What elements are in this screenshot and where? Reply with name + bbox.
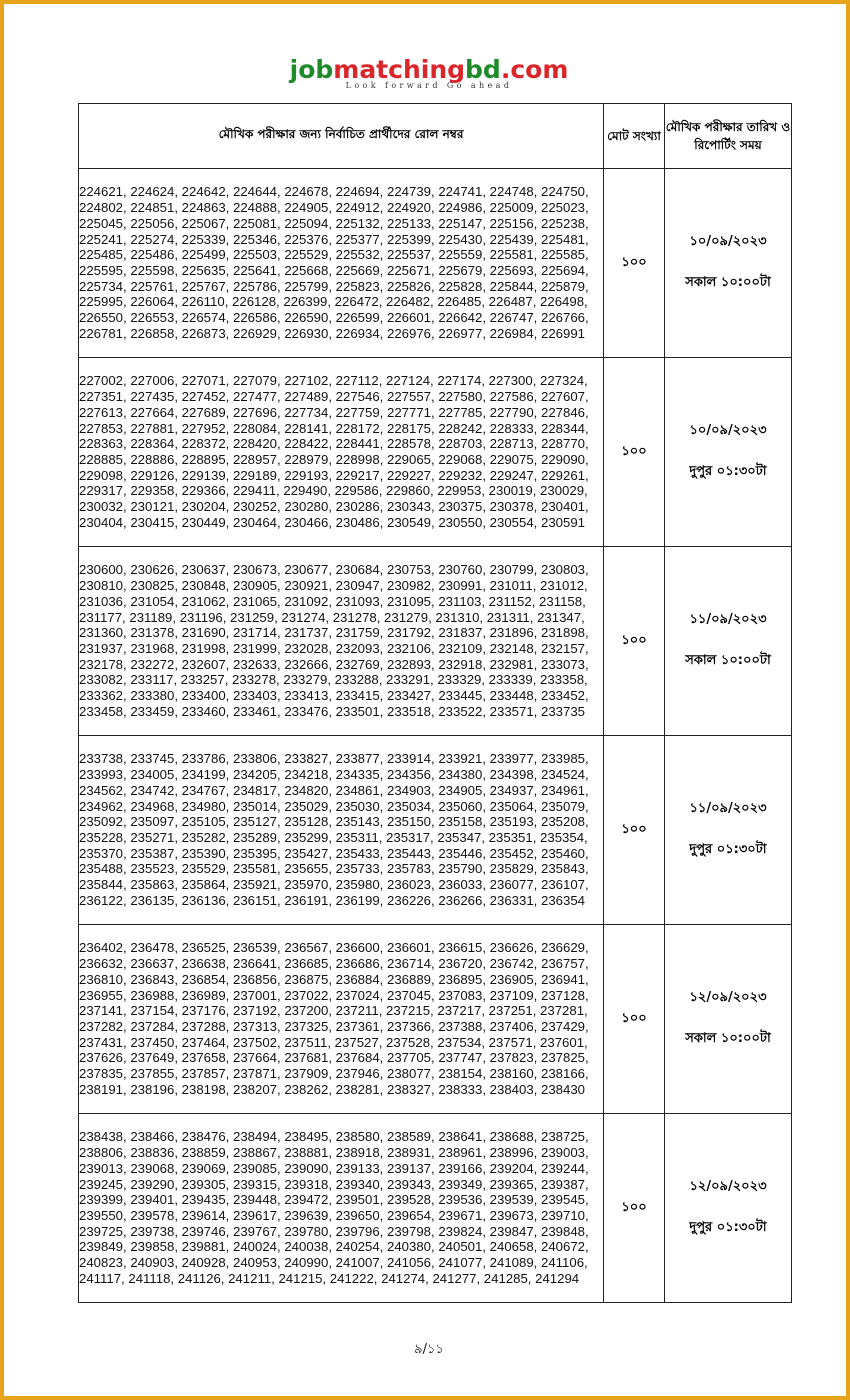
exam-date: ১০/০৯/২০২৩ <box>689 234 767 249</box>
total-cell: ১০০ <box>604 169 665 358</box>
exam-date: ১২/০৯/২০২৩ <box>689 1179 767 1194</box>
table-row <box>79 358 792 547</box>
header-total: মোট সংখ্যা <box>604 104 665 169</box>
reporting-time: দুপুর ০১:৩০টা <box>689 842 767 857</box>
date-time-cell <box>665 547 792 736</box>
table-row <box>79 925 792 1114</box>
table-row <box>79 736 792 925</box>
roll-number-table <box>78 103 792 1303</box>
total-cell: ১০০ <box>604 925 665 1114</box>
header-date-time: মৌখিক পরীক্ষার তারিখ ও রিপোর্টিং সময় <box>665 104 792 169</box>
roll-numbers-cell: 224621, 224624, 224642, 224644, 224678, 224694, 224739, 224741, 224748, 224750, 224802, 224851, 224863, 224888, 224905, 224912, 224920, 224986, 225009, 225023, 225045, 225056, 225067, 225081, 225094, 225132, 225133, 225147, 225156, 225238, 225241, 225274, 225339, 225346, 225376, 225377, 225399, 225430, 225439, 225481, 225485, 225486, 225499, 225503, 225529, 225532, 225537, 225559, 225581, 225585, 225595, 225598, 225635, 225641, 225668, 225669, 225671, 225679, 225693, 225694, 225734, 225761, 225767, 225786, 225799, 225823, 225826, 225828, 225844, 225879, 225995, 226064, 226110, 226128, 226399, 226472, 226482, 226485, 226487, 226498, 226550, 226553, 226574, 226586, 226590, 226599, 226601, 226642, 226747, 226766, 226781, 226858, 226873, 226929, 226930, 226934, 226976, 226977, 226984, 226991 <box>79 169 604 358</box>
exam-date: ১১/০৯/২০২৩ <box>689 801 767 816</box>
date-time-cell <box>665 1114 792 1303</box>
header-roll-numbers: মৌখিক পরীক্ষার জন্য নির্বাচিত প্রার্থীদের রোল নম্বর <box>79 104 604 169</box>
table-row <box>79 169 792 358</box>
exam-date: ১২/০৯/২০২৩ <box>689 990 767 1005</box>
total-cell: ১০০ <box>604 736 665 925</box>
exam-date: ১০/০৯/২০২৩ <box>689 423 767 438</box>
site-logo <box>4 56 850 90</box>
date-time-cell <box>665 358 792 547</box>
total-cell: ১০০ <box>604 358 665 547</box>
logo-wordmark: jobmatchingbd.com <box>289 55 569 84</box>
table-row <box>79 547 792 736</box>
roll-numbers-cell: 227002, 227006, 227071, 227079, 227102, 227112, 227124, 227174, 227300, 227324, 227351, 227435, 227452, 227477, 227489, 227546, 227557, 227580, 227586, 227607, 227613, 227664, 227689, 227696, 227734, 227759, 227771, 227785, 227790, 227846, 227853, 227881, 227952, 228084, 228141, 228172, 228175, 228242, 228333, 228344, 228363, 228364, 228372, 228420, 228422, 228441, 228578, 228703, 228713, 228770, 228885, 228886, 228895, 228957, 228979, 228998, 229065, 229068, 229075, 229090, 229098, 229126, 229139, 229189, 229193, 229217, 229227, 229232, 229247, 229261, 229317, 229358, 229366, 229411, 229490, 229586, 229860, 229953, 230019, 230029, 230032, 230121, 230204, 230252, 230280, 230286, 230343, 230375, 230378, 230401, 230404, 230415, 230449, 230464, 230466, 230486, 230549, 230550, 230554, 230591 <box>79 358 604 547</box>
reporting-time: সকাল ১০:০০টা <box>685 1031 771 1046</box>
table-header-row <box>79 104 792 169</box>
table-row <box>79 1114 792 1303</box>
reporting-time: দুপুর ০১:৩০টা <box>689 464 767 479</box>
date-time-cell <box>665 169 792 358</box>
logo-tagline: Look forward Go ahead <box>345 81 513 90</box>
roll-numbers-cell: 238438, 238466, 238476, 238494, 238495, 238580, 238589, 238641, 238688, 238725, 238806, 238836, 238859, 238867, 238881, 238918, 238931, 238961, 238996, 239003, 239013, 239068, 239069, 239085, 239090, 239133, 239137, 239166, 239204, 239244, 239245, 239290, 239305, 239315, 239318, 239340, 239343, 239349, 239365, 239387, 239399, 239401, 239435, 239448, 239472, 239501, 239528, 239536, 239539, 239545, 239550, 239578, 239614, 239617, 239639, 239650, 239654, 239671, 239673, 239710, 239725, 239738, 239746, 239767, 239780, 239796, 239798, 239824, 239847, 239848, 239849, 239858, 239881, 240024, 240038, 240254, 240380, 240501, 240658, 240672, 240823, 240903, 240928, 240953, 240990, 241007, 241056, 241077, 241089, 241106, 241117, 241118, 241126, 241211, 241215, 241222, 241274, 241277, 241285, 241294 <box>79 1114 604 1303</box>
reporting-time: সকাল ১০:০০টা <box>685 275 771 290</box>
reporting-time: সকাল ১০:০০টা <box>685 653 771 668</box>
reporting-time: দুপুর ০১:৩০টা <box>689 1220 767 1235</box>
page-number: ৯/১১ <box>414 1342 444 1357</box>
total-cell: ১০০ <box>604 1114 665 1303</box>
date-time-cell <box>665 736 792 925</box>
exam-date: ১১/০৯/২০২৩ <box>689 612 767 627</box>
date-time-cell <box>665 925 792 1114</box>
roll-numbers-cell: 233738, 233745, 233786, 233806, 233827, 233877, 233914, 233921, 233977, 233985, 233993, 234005, 234199, 234205, 234218, 234335, 234356, 234380, 234398, 234524, 234562, 234742, 234767, 234817, 234820, 234861, 234903, 234905, 234937, 234961, 234962, 234968, 234980, 235014, 235029, 235030, 235034, 235060, 235064, 235079, 235092, 235097, 235105, 235127, 235128, 235143, 235150, 235158, 235193, 235208, 235228, 235271, 235282, 235289, 235299, 235311, 235317, 235347, 235351, 235354, 235370, 235387, 235390, 235395, 235427, 235433, 235443, 235446, 235452, 235460, 235488, 235523, 235529, 235581, 235655, 235733, 235783, 235790, 235829, 235843, 235844, 235863, 235864, 235921, 235970, 235980, 236023, 236033, 236077, 236107, 236122, 236135, 236136, 236151, 236191, 236199, 236226, 236266, 236331, 236354 <box>79 736 604 925</box>
roll-numbers-cell: 236402, 236478, 236525, 236539, 236567, 236600, 236601, 236615, 236626, 236629, 236632, 236637, 236638, 236641, 236685, 236686, 236714, 236720, 236742, 236757, 236810, 236843, 236854, 236856, 236875, 236884, 236889, 236895, 236905, 236941, 236955, 236988, 236989, 237001, 237022, 237024, 237045, 237083, 237109, 237128, 237141, 237154, 237176, 237192, 237200, 237211, 237215, 237217, 237251, 237281, 237282, 237284, 237288, 237313, 237325, 237361, 237366, 237388, 237406, 237429, 237431, 237450, 237464, 237502, 237511, 237527, 237528, 237534, 237571, 237601, 237626, 237649, 237658, 237664, 237681, 237684, 237705, 237747, 237823, 237825, 237835, 237855, 237857, 237871, 237909, 237946, 238077, 238154, 238160, 238166, 238191, 238196, 238198, 238207, 238262, 238281, 238327, 238333, 238403, 238430 <box>79 925 604 1114</box>
roll-numbers-cell: 230600, 230626, 230637, 230673, 230677, 230684, 230753, 230760, 230799, 230803, 230810, 230825, 230848, 230905, 230921, 230947, 230982, 230991, 231011, 231012, 231036, 231054, 231062, 231065, 231092, 231093, 231095, 231103, 231152, 231158, 231177, 231189, 231196, 231259, 231274, 231278, 231279, 231310, 231311, 231347, 231360, 231378, 231690, 231714, 231737, 231759, 231792, 231837, 231896, 231898, 231937, 231968, 231998, 231999, 232028, 232093, 232106, 232109, 232148, 232157, 232178, 232272, 232607, 232633, 232666, 232769, 232893, 232918, 232981, 233073, 233082, 233117, 233257, 233278, 233279, 233288, 233291, 233329, 233339, 233358, 233362, 233380, 233400, 233403, 233413, 233415, 233427, 233445, 233448, 233452, 233458, 233459, 233460, 233461, 233476, 233501, 233518, 233522, 233571, 233735 <box>79 547 604 736</box>
total-cell: ১০০ <box>604 547 665 736</box>
